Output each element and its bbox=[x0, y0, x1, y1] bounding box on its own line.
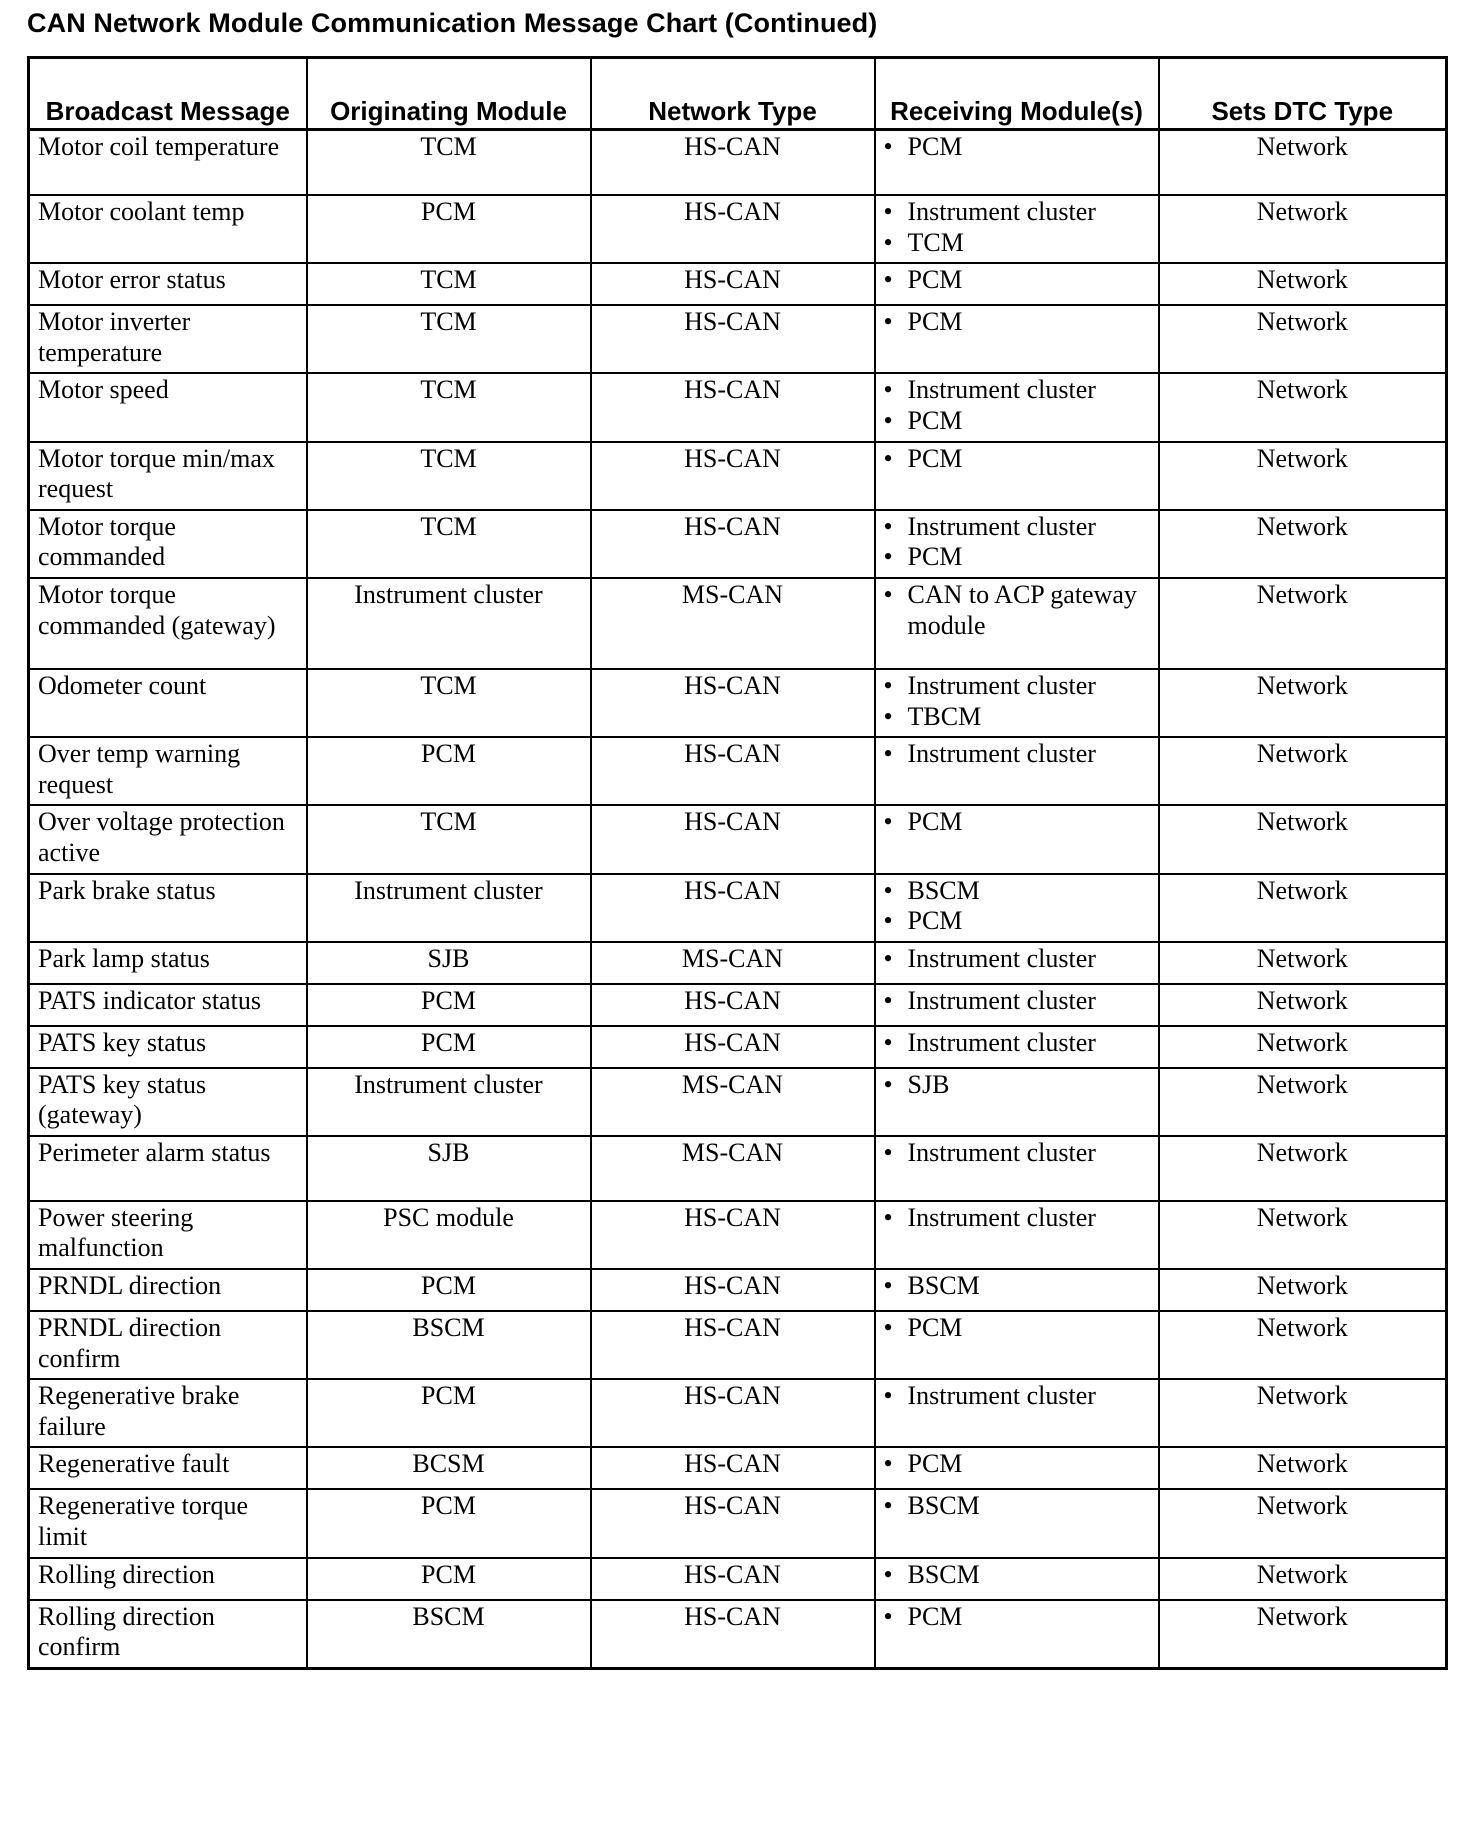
network-type-cell: HS-CAN bbox=[591, 1379, 875, 1447]
receiving-modules-cell bbox=[875, 1558, 1159, 1600]
receiving-modules-list bbox=[884, 1203, 1150, 1234]
network-type-cell: HS-CAN bbox=[591, 669, 875, 737]
originating-module-cell: TCM bbox=[307, 510, 591, 578]
broadcast-message-cell: Park lamp status bbox=[29, 942, 307, 984]
broadcast-message-cell: Motor torque min/max request bbox=[29, 442, 307, 510]
receiving-modules-cell bbox=[875, 942, 1159, 984]
receiving-module-item: • Instrument cluster bbox=[884, 1028, 1150, 1059]
broadcast-message-cell: Regenerative brake failure bbox=[29, 1379, 307, 1447]
receiving-modules-cell bbox=[875, 1201, 1159, 1269]
broadcast-message-cell: Motor speed bbox=[29, 373, 307, 441]
broadcast-message-cell: Over temp warning request bbox=[29, 737, 307, 805]
receiving-modules-cell bbox=[875, 984, 1159, 1026]
broadcast-message-cell: Motor torque commanded bbox=[29, 510, 307, 578]
receiving-module-item: • TCM bbox=[884, 228, 1150, 259]
network-type-cell: HS-CAN bbox=[591, 1269, 875, 1311]
header-broadcast-message: Broadcast Message bbox=[29, 58, 307, 130]
header-row bbox=[29, 58, 1447, 130]
header-receiving-modules: Receiving Module(s) bbox=[875, 58, 1159, 130]
table-row bbox=[29, 874, 1447, 942]
header-originating-module: Originating Module bbox=[307, 58, 591, 130]
sets-dtc-type-cell: Network bbox=[1159, 263, 1447, 305]
network-type-cell: HS-CAN bbox=[591, 510, 875, 578]
receiving-module-item: • Instrument cluster bbox=[884, 739, 1150, 770]
receiving-modules-list bbox=[884, 132, 1150, 163]
sets-dtc-type-cell: Network bbox=[1159, 1379, 1447, 1447]
table-row bbox=[29, 263, 1447, 305]
table-row bbox=[29, 130, 1447, 196]
broadcast-message-cell: PATS indicator status bbox=[29, 984, 307, 1026]
network-type-cell: HS-CAN bbox=[591, 1447, 875, 1489]
receiving-modules-list bbox=[884, 1491, 1150, 1522]
table-row bbox=[29, 1311, 1447, 1379]
originating-module-cell: PCM bbox=[307, 1026, 591, 1068]
sets-dtc-type-cell: Network bbox=[1159, 130, 1447, 196]
broadcast-message-cell: Power steering malfunction bbox=[29, 1201, 307, 1269]
receiving-module-item: • Instrument cluster bbox=[884, 944, 1150, 975]
receiving-module-item: • PCM bbox=[884, 307, 1150, 338]
network-type-cell: HS-CAN bbox=[591, 195, 875, 263]
receiving-module-item: • BSCM bbox=[884, 876, 1150, 907]
originating-module-cell: TCM bbox=[307, 669, 591, 737]
receiving-modules-list bbox=[884, 944, 1150, 975]
sets-dtc-type-cell: Network bbox=[1159, 510, 1447, 578]
receiving-module-item: • PCM bbox=[884, 265, 1150, 296]
receiving-modules-list bbox=[884, 807, 1150, 838]
originating-module-cell: BCSM bbox=[307, 1447, 591, 1489]
receiving-modules-list bbox=[884, 375, 1150, 436]
originating-module-cell: SJB bbox=[307, 1136, 591, 1201]
table-row bbox=[29, 1379, 1447, 1447]
table-row bbox=[29, 442, 1447, 510]
table-row bbox=[29, 1600, 1447, 1669]
receiving-module-item: • Instrument cluster bbox=[884, 1381, 1150, 1412]
originating-module-cell: PCM bbox=[307, 1269, 591, 1311]
receiving-module-item: • CAN to ACP gateway module bbox=[884, 580, 1150, 641]
table-row bbox=[29, 1269, 1447, 1311]
broadcast-message-cell: Motor coolant temp bbox=[29, 195, 307, 263]
sets-dtc-type-cell: Network bbox=[1159, 1269, 1447, 1311]
receiving-module-item: • BSCM bbox=[884, 1560, 1150, 1591]
receiving-modules-cell bbox=[875, 1269, 1159, 1311]
receiving-module-item: • PCM bbox=[884, 542, 1150, 573]
network-type-cell: HS-CAN bbox=[591, 1489, 875, 1557]
originating-module-cell: TCM bbox=[307, 373, 591, 441]
sets-dtc-type-cell: Network bbox=[1159, 578, 1447, 669]
receiving-modules-cell bbox=[875, 1068, 1159, 1136]
receiving-modules-list bbox=[884, 265, 1150, 296]
originating-module-cell: TCM bbox=[307, 805, 591, 873]
receiving-modules-cell bbox=[875, 1447, 1159, 1489]
broadcast-message-cell: PATS key status (gateway) bbox=[29, 1068, 307, 1136]
table-row bbox=[29, 1201, 1447, 1269]
receiving-module-item: • BSCM bbox=[884, 1491, 1150, 1522]
receiving-module-item: • PCM bbox=[884, 1602, 1150, 1633]
network-type-cell: HS-CAN bbox=[591, 1600, 875, 1669]
receiving-module-item: • PCM bbox=[884, 1313, 1150, 1344]
receiving-module-item: • PCM bbox=[884, 444, 1150, 475]
sets-dtc-type-cell: Network bbox=[1159, 373, 1447, 441]
sets-dtc-type-cell: Network bbox=[1159, 1136, 1447, 1201]
sets-dtc-type-cell: Network bbox=[1159, 874, 1447, 942]
receiving-modules-list bbox=[884, 1313, 1150, 1344]
receiving-module-item: • SJB bbox=[884, 1070, 1150, 1101]
broadcast-message-cell: Regenerative fault bbox=[29, 1447, 307, 1489]
receiving-modules-cell bbox=[875, 195, 1159, 263]
sets-dtc-type-cell: Network bbox=[1159, 805, 1447, 873]
receiving-modules-cell bbox=[875, 1311, 1159, 1379]
receiving-module-item: • Instrument cluster bbox=[884, 1203, 1150, 1234]
network-type-cell: HS-CAN bbox=[591, 1311, 875, 1379]
table-row bbox=[29, 1068, 1447, 1136]
receiving-modules-cell bbox=[875, 805, 1159, 873]
table-row bbox=[29, 1447, 1447, 1489]
network-type-cell: HS-CAN bbox=[591, 442, 875, 510]
network-type-cell: MS-CAN bbox=[591, 942, 875, 984]
table-row bbox=[29, 305, 1447, 373]
receiving-modules-list bbox=[884, 444, 1150, 475]
sets-dtc-type-cell: Network bbox=[1159, 1558, 1447, 1600]
originating-module-cell: TCM bbox=[307, 130, 591, 196]
originating-module-cell: PCM bbox=[307, 1558, 591, 1600]
sets-dtc-type-cell: Network bbox=[1159, 1201, 1447, 1269]
originating-module-cell: PSC module bbox=[307, 1201, 591, 1269]
table-row bbox=[29, 1026, 1447, 1068]
receiving-module-item: • PCM bbox=[884, 906, 1150, 937]
network-type-cell: MS-CAN bbox=[591, 1068, 875, 1136]
receiving-modules-list bbox=[884, 1271, 1150, 1302]
receiving-module-item: • PCM bbox=[884, 807, 1150, 838]
page-title: CAN Network Module Communication Message Chart (Continued) bbox=[27, 8, 878, 38]
originating-module-cell: TCM bbox=[307, 442, 591, 510]
network-type-cell: HS-CAN bbox=[591, 305, 875, 373]
receiving-modules-list bbox=[884, 307, 1150, 338]
receiving-modules-cell bbox=[875, 874, 1159, 942]
broadcast-message-cell: PRNDL direction confirm bbox=[29, 1311, 307, 1379]
table-body bbox=[29, 130, 1447, 1669]
receiving-module-item: • PCM bbox=[884, 406, 1150, 437]
receiving-modules-cell bbox=[875, 669, 1159, 737]
sets-dtc-type-cell: Network bbox=[1159, 1489, 1447, 1557]
originating-module-cell: TCM bbox=[307, 263, 591, 305]
sets-dtc-type-cell: Network bbox=[1159, 195, 1447, 263]
table-row bbox=[29, 1489, 1447, 1557]
network-type-cell: HS-CAN bbox=[591, 1558, 875, 1600]
table-row bbox=[29, 1136, 1447, 1201]
originating-module-cell: PCM bbox=[307, 737, 591, 805]
sets-dtc-type-cell: Network bbox=[1159, 984, 1447, 1026]
sets-dtc-type-cell: Network bbox=[1159, 1600, 1447, 1669]
network-type-cell: HS-CAN bbox=[591, 373, 875, 441]
originating-module-cell: Instrument cluster bbox=[307, 1068, 591, 1136]
broadcast-message-cell: PATS key status bbox=[29, 1026, 307, 1068]
broadcast-message-cell: Rolling direction bbox=[29, 1558, 307, 1600]
receiving-module-item: • BSCM bbox=[884, 1271, 1150, 1302]
originating-module-cell: Instrument cluster bbox=[307, 578, 591, 669]
receiving-modules-list bbox=[884, 197, 1150, 258]
receiving-modules-cell bbox=[875, 373, 1159, 441]
receiving-modules-list bbox=[884, 1560, 1150, 1591]
sets-dtc-type-cell: Network bbox=[1159, 942, 1447, 984]
receiving-modules-cell bbox=[875, 442, 1159, 510]
network-type-cell: HS-CAN bbox=[591, 737, 875, 805]
broadcast-message-cell: Perimeter alarm status bbox=[29, 1136, 307, 1201]
broadcast-message-cell: Regenerative torque limit bbox=[29, 1489, 307, 1557]
receiving-modules-list bbox=[884, 1449, 1150, 1480]
receiving-modules-cell bbox=[875, 130, 1159, 196]
network-type-cell: HS-CAN bbox=[591, 263, 875, 305]
receiving-module-item: • PCM bbox=[884, 1449, 1150, 1480]
receiving-modules-list bbox=[884, 580, 1150, 641]
table-row bbox=[29, 510, 1447, 578]
network-type-cell: HS-CAN bbox=[591, 874, 875, 942]
receiving-modules-list bbox=[884, 739, 1150, 770]
receiving-modules-list bbox=[884, 512, 1150, 573]
receiving-modules-list bbox=[884, 876, 1150, 937]
sets-dtc-type-cell: Network bbox=[1159, 1311, 1447, 1379]
originating-module-cell: PCM bbox=[307, 195, 591, 263]
originating-module-cell: TCM bbox=[307, 305, 591, 373]
receiving-module-item: • Instrument cluster bbox=[884, 671, 1150, 702]
broadcast-message-cell: Motor coil temperature bbox=[29, 130, 307, 196]
network-type-cell: HS-CAN bbox=[591, 1201, 875, 1269]
receiving-module-item: • Instrument cluster bbox=[884, 1138, 1150, 1169]
broadcast-message-cell: Motor error status bbox=[29, 263, 307, 305]
header-sets-dtc-type: Sets DTC Type bbox=[1159, 58, 1447, 130]
receiving-modules-list bbox=[884, 1028, 1150, 1059]
broadcast-message-cell: Over voltage protection active bbox=[29, 805, 307, 873]
receiving-modules-cell bbox=[875, 737, 1159, 805]
sets-dtc-type-cell: Network bbox=[1159, 737, 1447, 805]
originating-module-cell: PCM bbox=[307, 1379, 591, 1447]
network-type-cell: HS-CAN bbox=[591, 805, 875, 873]
receiving-modules-cell bbox=[875, 510, 1159, 578]
network-type-cell: HS-CAN bbox=[591, 130, 875, 196]
table-row bbox=[29, 195, 1447, 263]
broadcast-message-cell: Motor inverter temperature bbox=[29, 305, 307, 373]
originating-module-cell: BSCM bbox=[307, 1311, 591, 1379]
table-row bbox=[29, 1558, 1447, 1600]
originating-module-cell: Instrument cluster bbox=[307, 874, 591, 942]
network-type-cell: HS-CAN bbox=[591, 984, 875, 1026]
receiving-module-item: • PCM bbox=[884, 132, 1150, 163]
sets-dtc-type-cell: Network bbox=[1159, 669, 1447, 737]
receiving-modules-list bbox=[884, 1602, 1150, 1633]
broadcast-message-cell: Rolling direction confirm bbox=[29, 1600, 307, 1669]
network-type-cell: HS-CAN bbox=[591, 1026, 875, 1068]
originating-module-cell: BSCM bbox=[307, 1600, 591, 1669]
table-row bbox=[29, 737, 1447, 805]
receiving-modules-cell bbox=[875, 1026, 1159, 1068]
receiving-modules-cell bbox=[875, 1600, 1159, 1669]
table-row bbox=[29, 373, 1447, 441]
sets-dtc-type-cell: Network bbox=[1159, 305, 1447, 373]
receiving-module-item: • TBCM bbox=[884, 702, 1150, 733]
receiving-modules-cell bbox=[875, 263, 1159, 305]
receiving-modules-list bbox=[884, 1070, 1150, 1101]
receiving-modules-cell bbox=[875, 305, 1159, 373]
table-row bbox=[29, 942, 1447, 984]
broadcast-message-cell: Park brake status bbox=[29, 874, 307, 942]
network-type-cell: MS-CAN bbox=[591, 578, 875, 669]
receiving-modules-list bbox=[884, 986, 1150, 1017]
receiving-module-item: • Instrument cluster bbox=[884, 986, 1150, 1017]
broadcast-message-cell: Odometer count bbox=[29, 669, 307, 737]
table-row bbox=[29, 578, 1447, 669]
originating-module-cell: PCM bbox=[307, 984, 591, 1026]
receiving-modules-list bbox=[884, 1138, 1150, 1169]
broadcast-message-cell: Motor torque commanded (gateway) bbox=[29, 578, 307, 669]
sets-dtc-type-cell: Network bbox=[1159, 1447, 1447, 1489]
network-type-cell: MS-CAN bbox=[591, 1136, 875, 1201]
receiving-modules-cell bbox=[875, 1379, 1159, 1447]
receiving-modules-cell bbox=[875, 578, 1159, 669]
message-chart-table bbox=[27, 56, 1448, 1670]
originating-module-cell: SJB bbox=[307, 942, 591, 984]
receiving-module-item: • Instrument cluster bbox=[884, 512, 1150, 543]
table-row bbox=[29, 984, 1447, 1026]
sets-dtc-type-cell: Network bbox=[1159, 1026, 1447, 1068]
receiving-module-item: • Instrument cluster bbox=[884, 197, 1150, 228]
originating-module-cell: PCM bbox=[307, 1489, 591, 1557]
receiving-module-item: • Instrument cluster bbox=[884, 375, 1150, 406]
receiving-modules-list bbox=[884, 671, 1150, 732]
receiving-modules-cell bbox=[875, 1489, 1159, 1557]
sets-dtc-type-cell: Network bbox=[1159, 442, 1447, 510]
receiving-modules-list bbox=[884, 1381, 1150, 1412]
receiving-modules-cell bbox=[875, 1136, 1159, 1201]
sets-dtc-type-cell: Network bbox=[1159, 1068, 1447, 1136]
header-network-type: Network Type bbox=[591, 58, 875, 130]
table-row bbox=[29, 669, 1447, 737]
broadcast-message-cell: PRNDL direction bbox=[29, 1269, 307, 1311]
table-row bbox=[29, 805, 1447, 873]
